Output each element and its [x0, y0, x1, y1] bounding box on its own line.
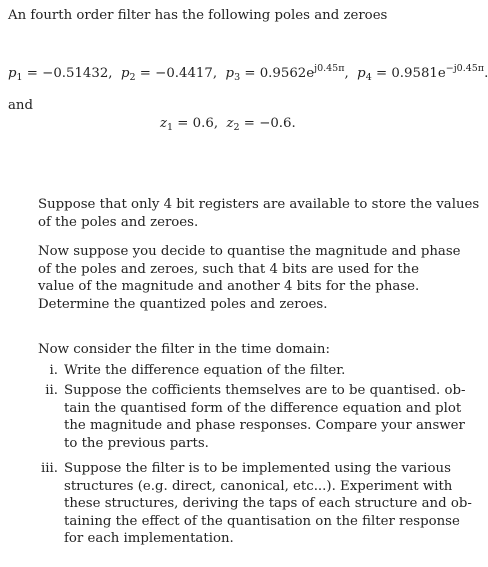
list-item-line: Suppose the cofficients themselves are to be quantised. ob- — [64, 383, 466, 398]
and-text: and — [8, 98, 34, 113]
paragraph-line: of the poles and zeroes. — [38, 214, 199, 230]
zero-z1: $z_1 = 0.6$, — [160, 116, 219, 133]
list-item — [45, 382, 466, 452]
list-item-line: the magnitude and phase responses. Compare your answer — [64, 418, 465, 434]
list-item-line: to the previous parts. — [64, 435, 209, 451]
paragraph-line: value of the magnitude and another 4 bits for the phase. — [38, 279, 420, 295]
pole-p1: $p_1 = -0.51432$, — [8, 66, 113, 83]
paragraph-registers — [38, 196, 480, 231]
paragraph-line: of the poles and zeroes, such that 4 bits are used for the — [38, 261, 419, 277]
zeroes-equation — [160, 116, 296, 131]
list-marker: i. — [49, 363, 58, 378]
paragraph-line: Determine the quantized poles and zeroes. — [38, 296, 328, 312]
list-item-line: taining the effect of the quantisation on the filter response — [64, 513, 460, 529]
list-marker: iii. — [41, 461, 58, 476]
pole-p4: $p_4 = 0.9581e^{-j0.45\pi}$. — [357, 63, 488, 83]
list-item-line: structures (e.g. direct, canonical, etc...). Experiment with — [64, 478, 453, 494]
list-item — [41, 460, 472, 548]
list-marker: ii. — [45, 383, 58, 398]
zero-z2: $z_2 = -0.6$. — [226, 116, 296, 133]
pole-p3: $p_3 = 0.9562e^{j0.45\pi}$, — [225, 63, 349, 83]
list-item — [49, 362, 446, 380]
list-item-line: Suppose the filter is to be implemented using the various — [64, 461, 451, 476]
list-item-line: for each implementation. — [64, 531, 234, 547]
intro-text: An fourth order filter has the following poles and zeroes — [8, 8, 388, 23]
paragraph-line: Now suppose you decide to quantise the magnitude and phase — [38, 244, 461, 259]
paragraph-line: Suppose that only 4 bit registers are available to store the values — [38, 197, 480, 212]
pole-p2: $p_2 = -0.4417$, — [121, 66, 218, 83]
poles-equation — [8, 63, 488, 83]
paragraph-time-domain: Now consider the filter in the time domain: — [38, 342, 330, 357]
list-item-line: these structures, deriving the taps of each structure and ob- — [64, 496, 472, 512]
list-item-line: tain the quantised form of the difference equation and plot — [64, 400, 462, 416]
list-item-line: Write the difference equation of the filter. — [64, 363, 346, 378]
paragraph-quantise — [38, 243, 461, 313]
